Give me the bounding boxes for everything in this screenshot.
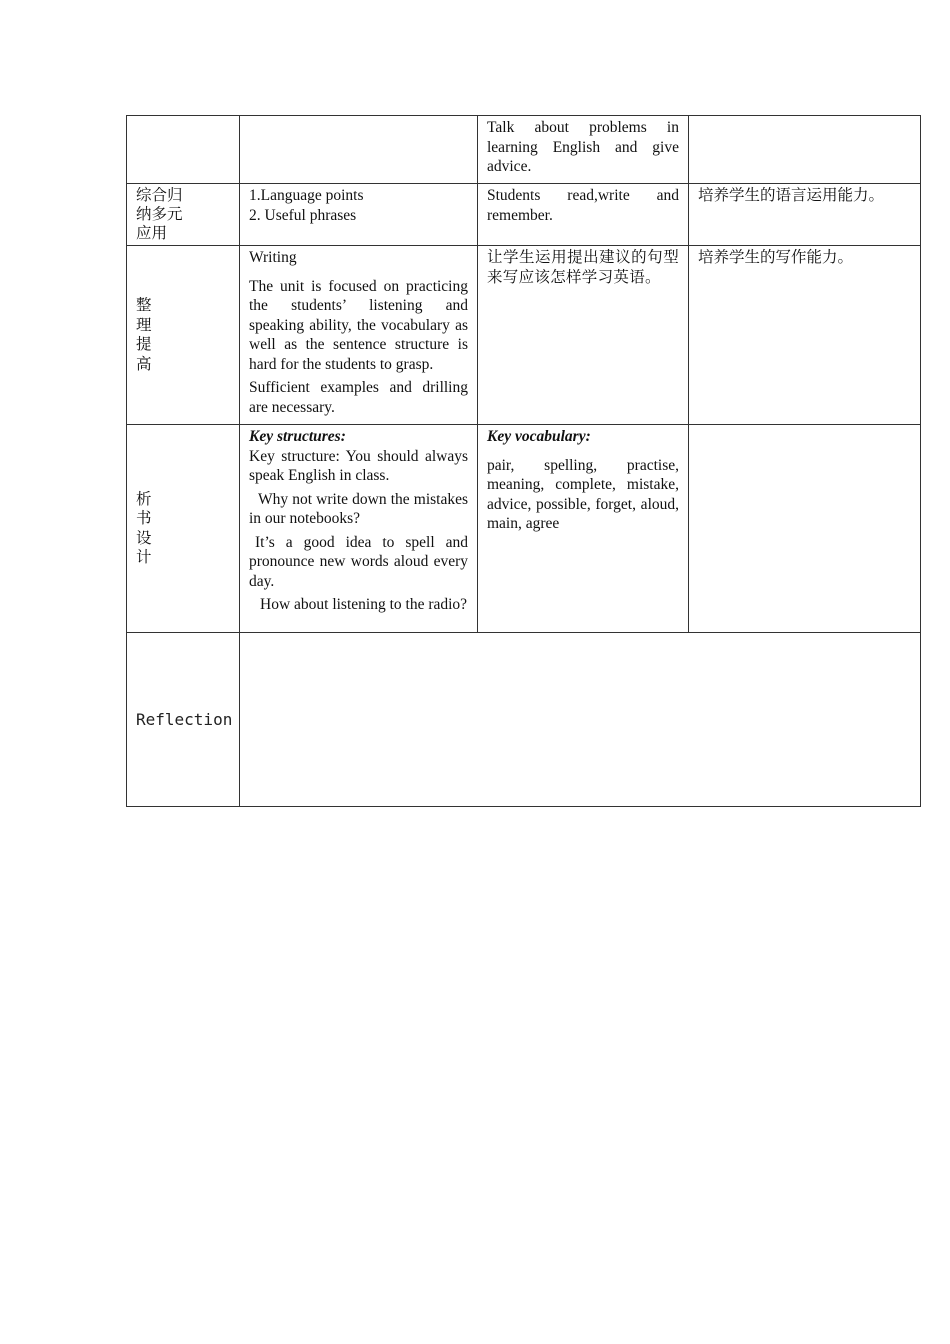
- stage-label: 综合归纳多元应用: [136, 186, 183, 242]
- table-row: [127, 425, 921, 633]
- content-line: 2. Useful phrases: [249, 206, 357, 224]
- activity-cell: 让学生运用提出建议的句型来写应该怎样学习英语。: [478, 246, 689, 425]
- reflection-cell: [240, 633, 921, 807]
- structures-heading: Key structures:: [249, 428, 346, 445]
- stage-cell: [127, 116, 240, 184]
- structure-item: Why not write down the mistakes in our notebooks?: [249, 490, 468, 527]
- vocab-list: pair, spelling, practise, meaning, complete, mistake, advice, possible, forget, aloud, main, agree: [487, 456, 679, 532]
- stage-label: 整理提高: [136, 296, 152, 373]
- content-line: 1.Language points: [249, 187, 364, 204]
- content-cell: [240, 184, 478, 246]
- purpose-cell: [689, 116, 921, 184]
- lesson-plan-table: [126, 115, 921, 807]
- structure-item: Key structure: You should always speak English in class.: [249, 447, 468, 484]
- content-cell: [240, 425, 478, 633]
- content-cell: [240, 116, 478, 184]
- table-row: [127, 633, 921, 807]
- vocab-heading: Key vocabulary:: [487, 428, 591, 445]
- purpose-cell: 培养学生的语言运用能力。: [689, 184, 921, 246]
- stage-cell: [127, 425, 240, 633]
- activity-cell: [478, 425, 689, 633]
- stage-cell: [127, 246, 240, 425]
- purpose-cell: 培养学生的写作能力。: [689, 246, 921, 425]
- activity-cell: Talk about problems in learning English and give advice.: [478, 116, 689, 184]
- table-row: [127, 184, 921, 246]
- stage-cell: [127, 184, 240, 246]
- content-cell: [240, 246, 478, 425]
- content-title: Writing: [249, 249, 297, 266]
- table-row: [127, 116, 921, 184]
- stage-label: 析书设计: [136, 489, 152, 566]
- content-paragraph: The unit is focused on practicing the students’ listening and speaking ability, the vocabulary as well as the sentence structure is hard for the students to grasp.: [249, 277, 468, 373]
- activity-cell: Students read,write and remember.: [478, 184, 689, 246]
- table-row: [127, 246, 921, 425]
- stage-cell: Reflection: [127, 633, 240, 807]
- purpose-cell: [689, 425, 921, 633]
- structure-item: How about listening to the radio?: [260, 596, 468, 613]
- content-paragraph: Sufficient examples and drilling are necessary.: [249, 379, 468, 416]
- structure-item: It’s a good idea to spell and pronounce new words aloud every day.: [249, 533, 468, 590]
